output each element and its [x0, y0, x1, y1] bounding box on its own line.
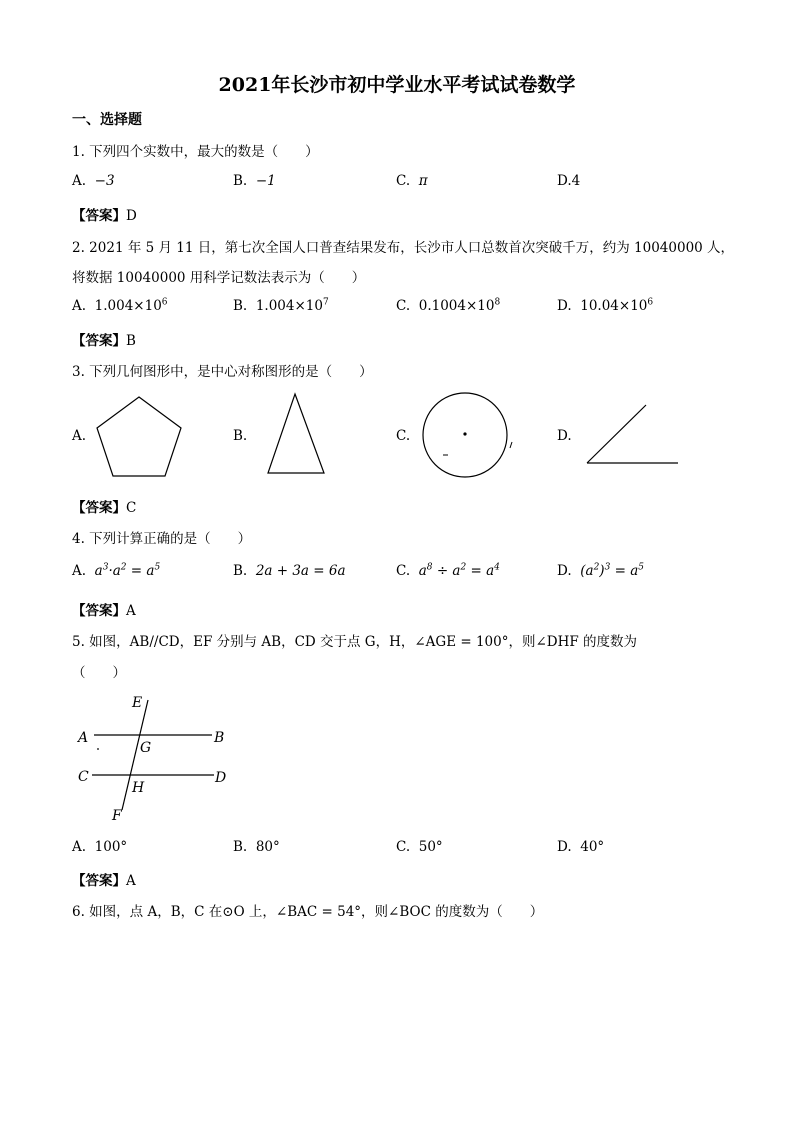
- q2-option-b: B. $1.004\times 10^7$: [233, 297, 329, 314]
- question-5-stem-line1: 5. 如图，AB//CD，EF 分别与 AB，CD 交于点 G，H，∠AGE = 100°，则∠DHF 的度数为: [72, 634, 638, 650]
- label-a: A: [78, 730, 89, 746]
- q2-option-c: C. $0.1004\times 10^8$: [396, 297, 501, 314]
- q1-option-a: A. −3: [72, 173, 115, 189]
- q1-option-c: C. π: [396, 173, 428, 189]
- q1-option-d: D.4: [557, 173, 581, 189]
- q5-option-a: A. 100°: [72, 839, 128, 855]
- label-b: B: [214, 730, 225, 746]
- q3-option-c-label: C.: [396, 428, 411, 444]
- q4-answer: 【答案】A: [72, 603, 136, 619]
- q4-option-d: D. $(a^2)^3 = a^5$: [557, 562, 644, 579]
- q4-option-b: B. 2a + 3a = 6a: [233, 563, 346, 579]
- q3-option-b-label: B.: [233, 428, 248, 444]
- label-g: G: [140, 740, 152, 756]
- q5-option-b: B. 80°: [233, 839, 280, 855]
- q3-option-d-label: D.: [557, 428, 572, 444]
- q2-option-a: A. $1.004\times 10^6$: [72, 297, 168, 314]
- label-c: C: [78, 769, 89, 785]
- label-f: F: [112, 808, 122, 824]
- question-6-stem: 6. 如图，点 A，B，C 在⊙O 上，∠BAC = 54°，则∠BOC 的度数为（ ）: [72, 904, 544, 920]
- q1-answer: 【答案】D: [72, 208, 137, 224]
- question-3-stem: 3. 下列几何图形中，是中心对称图形的是（ ）: [72, 364, 373, 380]
- q2-option-d: D. $10.04\times 10^6$: [557, 297, 654, 314]
- label-d: D: [215, 770, 227, 786]
- question-1-stem: 1. 下列四个实数中，最大的数是（ ）: [72, 144, 319, 160]
- q5-option-d: D. 40°: [557, 839, 605, 855]
- parallel-lines-figure: [72, 690, 242, 825]
- label-h: H: [132, 780, 145, 796]
- question-2-stem-line2: 将数据 10040000 用科学记数法表示为（ ）: [72, 270, 366, 286]
- q3-option-a-label: A.: [72, 428, 87, 444]
- q4-option-a: A. $a^3\cdot a^2 = a^5$: [72, 562, 161, 579]
- angle-figure: [582, 400, 684, 470]
- page-title: 2021年长沙市初中学业水平考试试卷数学: [218, 74, 576, 96]
- circle-figure: [418, 390, 518, 485]
- question-4-stem: 4. 下列计算正确的是（ ）: [72, 531, 252, 547]
- label-e: E: [132, 695, 143, 711]
- q3-answer: 【答案】C: [72, 500, 137, 516]
- q5-answer: 【答案】A: [72, 873, 136, 889]
- q5-option-c: C. 50°: [396, 839, 443, 855]
- pentagon-figure: [90, 390, 190, 480]
- q4-option-c: C. $a^8 \div a^2 = a^4$: [396, 562, 500, 579]
- question-5-stem-line2: （ ）: [72, 665, 126, 681]
- question-2-stem-line1: 2. 2021 年 5 月 11 日，第七次全国人口普查结果发布，长沙市人口总数首次突破千万，约为 10040000 人，: [72, 240, 735, 256]
- section-heading: 一、选择题: [72, 112, 142, 128]
- q2-answer: 【答案】B: [72, 333, 136, 349]
- triangle-figure: [262, 388, 330, 478]
- q1-option-b: B. −1: [233, 173, 276, 189]
